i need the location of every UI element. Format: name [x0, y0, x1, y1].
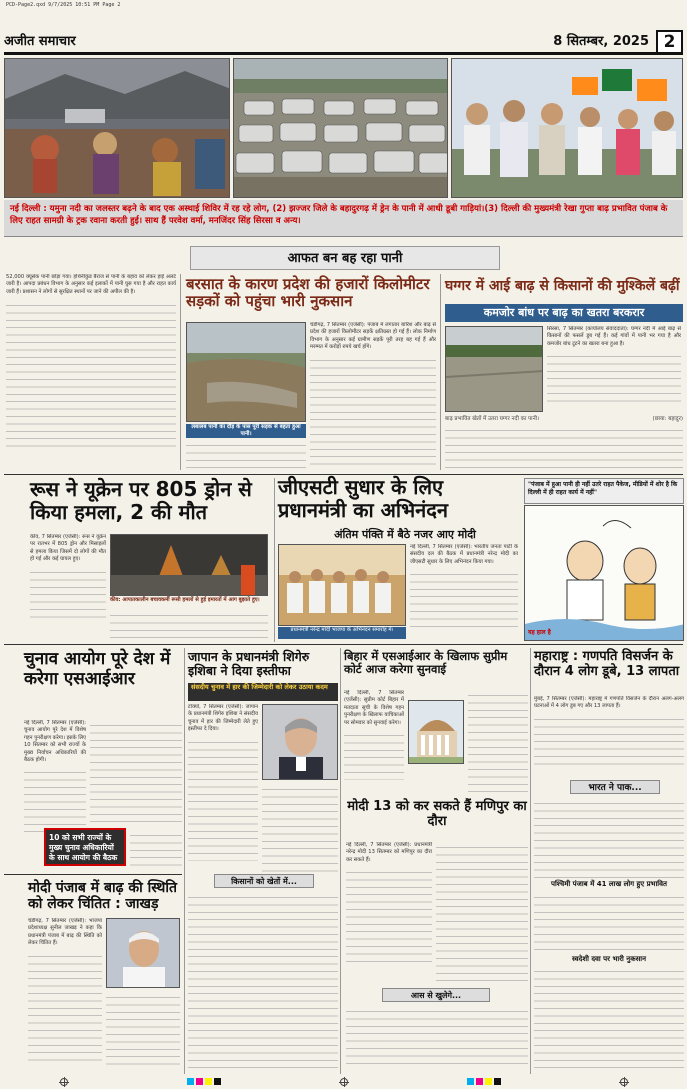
story5-body: नई दिल्ली, 7 सितम्बर (एजेंसी): चुनाव आयोग पूरे देश में विशेष गहन पुनरीक्षण करेगा। इसके लिए 10 सितम्बर को सभी राज्यों के मुख्य निर्वाचन अधिकारियों की बैठक होगी।	[24, 720, 86, 840]
story1-photo-caption: लबालब पानी का दौड़ के पास पूरी सड़क से बहता हुआ पानी।	[186, 424, 306, 438]
cartoon-caption: "पंजाब में हुआ पानी ही नहीं उतरे राहत पैकेज, मीडियों में शोर है कि दिल्ली में ही राहत कार्य में नहीं"	[524, 478, 684, 504]
story7-body-2	[468, 690, 528, 796]
story8-body: नई दिल्ली, 7 सितम्बर (एजेंसी): प्रधानमंत्री नरेन्द्र मोदी 13 सितम्बर को मणिपुर का दौरा कर सकते हैं।	[346, 842, 432, 984]
story5-inset: 10 को सभी राज्यों के मुख्य चुनाव अधिकारियों के साथ आयोग की बैठक	[44, 828, 126, 866]
story2-caption-text: बाढ़ प्रभावित खेतों में उतरा घग्गर नदी का पानी।	[445, 416, 540, 422]
cartoon-label: यह हाल है	[528, 629, 551, 636]
box-kisan: किसानों को खेतों में...	[214, 874, 314, 888]
story3-headline: रूस ने यूक्रेन पर 805 ड्रोन से किया हमला, 2 की मौत	[30, 477, 252, 524]
story6-body-2	[262, 784, 338, 872]
story6-body: टोक्यो, 7 सितम्बर (एजेंसी): जापान के प्रधानमंत्री शिगेरु इशिबा ने संसदीय चुनाव में हार की जिम्मेदारी लेते हुए इस्तीफा दे दिया।	[188, 704, 258, 872]
registration-mark-icon	[60, 1078, 68, 1086]
story11-body	[534, 798, 684, 878]
story2-headline: घग्गर में आई बाढ़ से किसानों की मुश्किलें बढ़ीं	[445, 278, 680, 294]
story6-subheadline: संसदीय चुनाव में हार की जिम्मेदारी को लेकर उठाया कदम	[188, 683, 338, 701]
story8-headline: मोदी 13 को कर सकते हैं मणिपुर का दौरा	[347, 799, 527, 829]
box-aag: आस से खुलेगे...	[382, 988, 490, 1002]
story12-body	[534, 966, 684, 1070]
left-margin-strip	[0, 274, 20, 1070]
registration-mark-icon	[340, 1078, 348, 1086]
issue-date: 8 सितम्बर, 2025	[553, 34, 649, 49]
story3-body-2	[110, 610, 268, 638]
section-banner: आफत बन बह रहा पानी	[190, 246, 500, 270]
story2-photo	[445, 326, 543, 412]
story1-body: चंडीगढ़, 7 सितम्बर (एजेंसी): पंजाब में लगातार बारिश और बाढ़ से प्रदेश की हजारों किलोमीटर सड़कें क्षतिग्रस्त हो गई हैं। लोक निर्माण विभाग के अनुसार कई ग्रामीण सड़कें पूरी तरह बह गई हैं और मरम्मत में करोड़ों रुपये खर्च होंगे।	[310, 322, 436, 470]
left-column-text: 52,000 क्यूसेक पानी छोड़ा गया। हथिनीकुंड बैराज से पानी के बहाव को लेकर हाई अलर्ट जारी है। आपदा प्रबंधन विभाग के अनुसार कई इलाकों में पानी घुस गया है और राहत कार्य जारी हैं। प्रशासन ने लोगों से सुरक्षित स्थानों पर जाने की अपील की है।	[6, 274, 176, 472]
photo-caption: नई दिल्ली : यमुना नदी का जलस्तर बढ़ने के बाद एक अस्थाई शिविर में रह रहे लोग, (2) झज्जर जिले के बहादुरगढ़ में ड्रेन के पानी में आधी डूबी गाड़ियां।(3) दिल्ली की मुख्यमंत्री रेखा गुप्ता बाढ़ प्रभावित पंजाब के लिए राहत सामग्री के ट्रक रवाना करती हुई। साथ हैं परवेश वर्मा, मनजिंदर सिंह सिरसा व अन्य।	[4, 200, 683, 237]
color-swatches	[467, 1078, 501, 1085]
registration-mark-icon	[620, 1078, 628, 1086]
story9-headline: मोदी पंजाब में बाढ़ की स्थिति को लेकर चिंतित : जाखड़	[28, 880, 177, 913]
story6-photo	[262, 704, 338, 780]
story7-headline: बिहार में एसआईआर के खिलाफ सुप्रीम कोर्ट आज करेगा सुनवाई	[344, 649, 508, 677]
story10-headline: महाराष्ट्र : गणपति विसर्जन के दौरान 4 लोग डूबे, 13 लापता	[534, 649, 680, 679]
story7-body: नई दिल्ली, 7 सितम्बर (एजेंसी): सुप्रीम कोर्ट बिहार में मतदाता सूची के विशेष गहन पुनरीक्षण के खिलाफ याचिकाओं पर सोमवार को सुनवाई करेगा।	[344, 690, 404, 790]
story9-body-2	[106, 992, 180, 1070]
photo-relief-trucks	[451, 58, 683, 198]
cartoon-image	[524, 505, 684, 641]
story2-body: सिरसा, 7 सितम्बर (कार्यालय संवाददाता): घग्गर नदी में आई बाढ़ से किसानों की फसलें डूब गई हैं। कई गांवों में पानी भर गया है और कमजोर बांध टूटने का खतरा बना हुआ है।	[547, 326, 681, 416]
story3-photo	[110, 534, 268, 596]
story4-headline: जीएसटी सुधार के लिए प्रधानमंत्री का अभिनंदन	[278, 475, 448, 522]
story1-headline: बरसात के कारण प्रदेश की हजारों किलोमीटर सड़कों को पहुंचा भारी नुकसान	[186, 275, 430, 311]
story3-body: कीव, 7 सितम्बर (एजेंसी): रूस ने यूक्रेन पर रातभर में 805 ड्रोन और मिसाइलों से हमला किया जिसमें दो लोगों की मौत हो गई और कई घायल हुए।	[30, 534, 106, 638]
story2-caption-credit: (छाया: बहादुर)	[652, 416, 683, 422]
box-aag-body	[346, 1006, 528, 1070]
story4-body: नई दिल्ली, 7 सितम्बर (एजेंसी): भारतीय जनता पार्टी के संसदीय दल की बैठक में प्रधानमंत्री नरेन्द्र मोदी का जीएसटी सुधार के लिए अभिनंदन किया गया।	[410, 544, 518, 640]
photo-submerged-cars	[233, 58, 448, 198]
story8-body-2	[436, 842, 528, 984]
color-swatches	[187, 1078, 221, 1085]
story9-body: चंडीगढ़, 7 सितम्बर (एजेंसी): भाजपा प्रदेशाध्यक्ष सुनील जाखड़ ने कहा कि प्रधानमंत्री पंजाब में बाढ़ की स्थिति को लेकर चिंतित हैं।	[28, 918, 102, 1070]
story11-body-2	[534, 892, 684, 952]
box-kisan-body	[188, 892, 338, 1070]
story2-photo-caption	[445, 414, 683, 423]
story7-photo	[408, 700, 464, 764]
story6-headline: जापान के प्रधानमंत्री शिगेरु इशिबा ने दिया इस्तीफा	[188, 649, 310, 679]
paper-name: अजीत समाचार	[4, 34, 76, 49]
photo-relief-camp	[4, 58, 230, 198]
story10-body: मुंबई, 7 सितम्बर (एजेंसी): महाराष्ट्र में गणपति विसर्जन के दौरान अलग-अलग घटनाओं में 4 लोग डूब गए और 13 लापता हैं।	[534, 696, 684, 778]
story4-photo	[278, 544, 406, 626]
print-registration-marks	[0, 1074, 687, 1089]
story2-body-2	[445, 425, 683, 470]
masthead	[4, 13, 683, 55]
story2-subheadline: कमजोर बांध पर बाढ़ का खतरा बरकरार	[445, 304, 683, 322]
story1-body-2	[186, 440, 306, 470]
print-slug: PCD-Page2.qxd 9/7/2025 10:51 PM Page 2	[6, 2, 121, 8]
story5-headline: चुनाव आयोग पूरे देश में करेगा एसआईआर	[24, 649, 171, 689]
story11-headline: भारत ने पाक...	[570, 780, 660, 794]
story4-photo-caption: प्रधानमंत्री नरेन्द्र मोदी भाजपा के अभिनंदन समारोह में।	[278, 627, 406, 639]
story1-photo	[186, 322, 306, 422]
story9-photo	[106, 918, 180, 988]
story5-body-3	[130, 830, 182, 872]
page-number: 2	[656, 30, 683, 54]
story4-subheadline: अंतिम पंक्ति में बैठे नजर आए मोदी	[334, 528, 476, 541]
story5-body-2	[90, 720, 182, 826]
story12-subheadline: स्वदेशी दवा पर भारी नुकसान	[571, 955, 646, 963]
story11-subheadline: पश्चिमी पंजाब में 41 लाख लोग हुए प्रभावित	[551, 880, 667, 888]
story3-photo-caption: कीव: आपातकालीन बचावकर्मी रूसी हमलों से हुई इमारतों में आग बुझाते हुए।	[110, 597, 260, 603]
